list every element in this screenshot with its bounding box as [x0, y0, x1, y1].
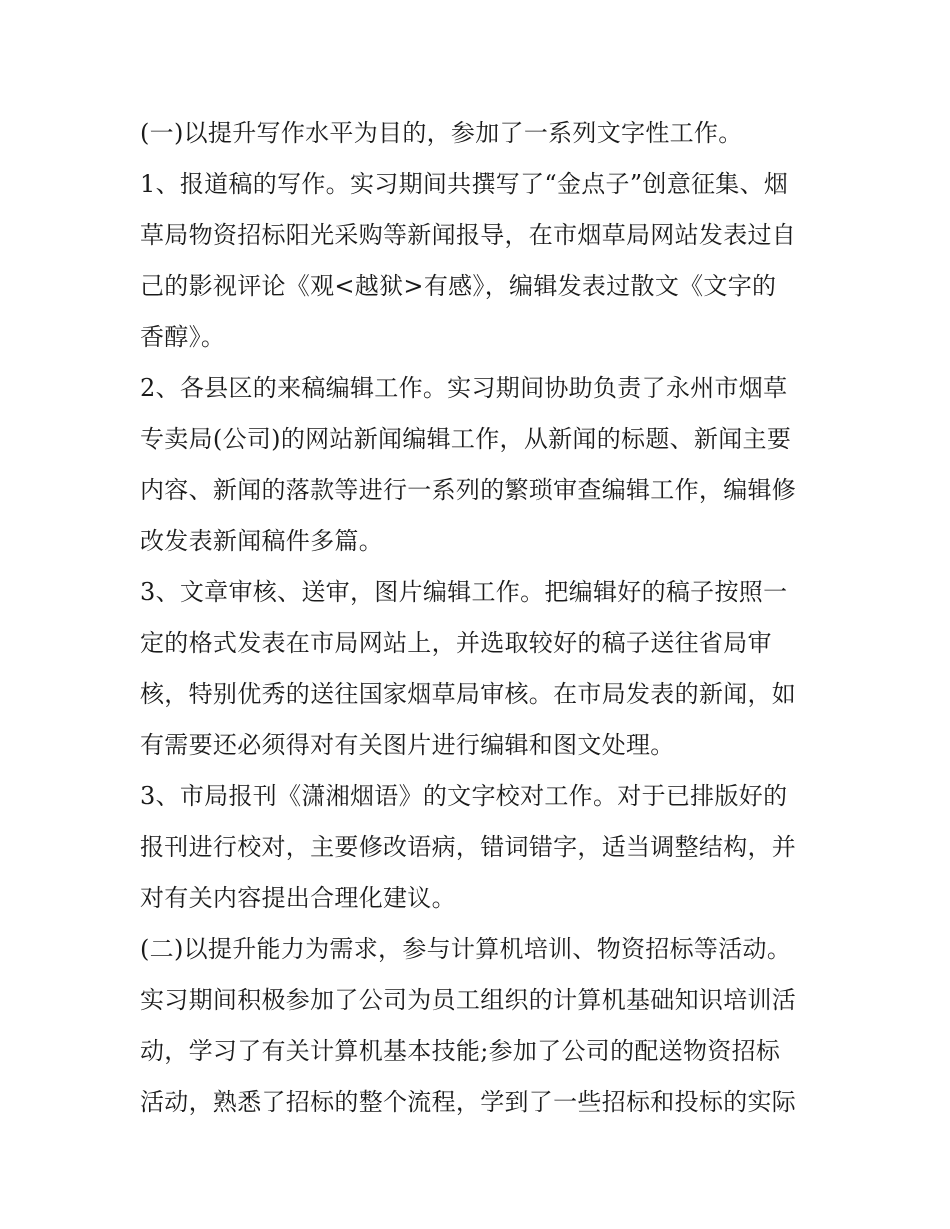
text-line: 改发表新闻稿件多篇。 — [140, 527, 383, 555]
text-line: 定的格式发表在市局网站上，并选取较好的稿子送往省局审 — [140, 629, 772, 657]
text-line: 对有关内容提出合理化建议。 — [140, 884, 456, 912]
text-line: 内容、新闻的落款等进行一系列的繁琐审查编辑工作，编辑修 — [140, 476, 797, 504]
text-line: 核，特别优秀的送往国家烟草局审核。在市局发表的新闻，如 — [140, 680, 797, 708]
text-line: 有需要还必须得对有关图片进行编辑和图文处理。 — [140, 731, 675, 759]
text-line: 活动，熟悉了招标的整个流程，学到了一些招标和投标的实际 — [140, 1088, 797, 1116]
text-line: 香醇》。 — [140, 323, 226, 351]
text-line: 3、文章审核、送审，图片编辑工作。把编辑好的稿子按照一 — [140, 578, 788, 606]
text-line: (二)以提升能力为需求，参与计算机培训、物资招标等活动。 — [140, 935, 792, 963]
text-line: 动，学习了有关计算机基本技能;参加了公司的配送物资招标 — [140, 1037, 781, 1065]
text-line: 实习期间积极参加了公司为员工组织的计算机基础知识培训活 — [140, 986, 797, 1014]
text-line: 专卖局(公司)的网站新闻编辑工作，从新闻的标题、新闻主要 — [140, 425, 792, 453]
text-line: 2、各县区的来稿编辑工作。实习期间协助负责了永州市烟草 — [140, 374, 788, 402]
text-line: 报刊进行校对，主要修改语病，错词错字，适当调整结构，并 — [140, 833, 797, 861]
text-line: 己的影视评论《观<越狱>有感》，编辑发表过散文《文字的 — [140, 272, 777, 300]
document-body — [140, 108, 820, 1128]
text-line: (一)以提升写作水平为目的，参加了一系列文字性工作。 — [140, 119, 743, 147]
text-line: 草局物资招标阳光采购等新闻报导，在市烟草局网站发表过自 — [140, 221, 797, 249]
text-line: 1、报道稿的写作。实习期间共撰写了“金点子”创意征集、烟 — [140, 170, 789, 198]
text-line: 3、市局报刊《潇湘烟语》的文字校对工作。对于已排版好的 — [140, 782, 788, 810]
